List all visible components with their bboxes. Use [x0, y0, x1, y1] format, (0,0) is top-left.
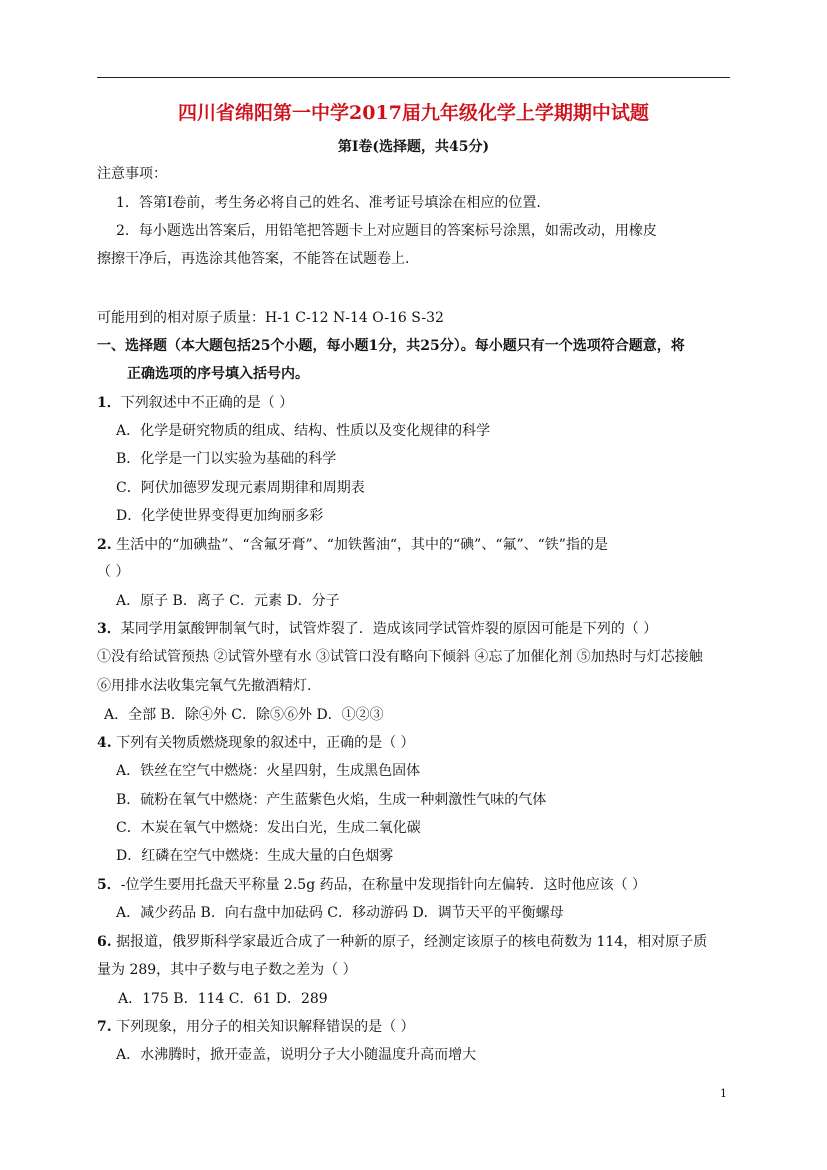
question-number: 2.: [97, 537, 112, 553]
question-3: [97, 620, 657, 638]
option-7a: A．水沸腾时，掀开壶盖，说明分子大小随温度升高而增大: [116, 1047, 477, 1063]
notice-item-2: 2．每小题选出答案后，用铅笔把答题卡上对应题目的答案标号涂黑，如需改动，用橡皮: [116, 223, 657, 239]
option-1a: A．化学是研究物质的组成、结构、性质以及变化规律的科学: [116, 423, 491, 439]
question-7: [97, 1018, 415, 1036]
question-stem: -位学生要用托盘天平称量 2.5g 药品，在称量中发现指针向左偏转．这时他应该（ ）: [120, 877, 647, 893]
notice-item-1: 1．答第I卷前，考生务必将自己的姓名、准考证号填涂在相应的位置.: [116, 195, 541, 211]
page-title: 四川省绵阳第一中学2017届九年级化学上学期期中试题: [178, 102, 649, 124]
question-5: [97, 876, 646, 894]
question-stem: 某同学用氯酸钾制氧气时，试管炸裂了．造成该同学试管炸裂的原因可能是下列的（ ）: [120, 621, 658, 637]
section-heading-cont: 正确选项的序号填入括号内。: [127, 366, 309, 382]
option-4d: D．红磷在空气中燃烧：生成大量的白色烟雾: [116, 848, 394, 864]
question-stem: 据报道，俄罗斯科学家最近合成了一种新的原子，经测定该原子的核电荷数为 114，相对原子质: [111, 934, 708, 950]
option-4b: B．硫粉在氧气中燃烧：产生蓝紫色火焰，生成一种刺激性气味的气体: [116, 792, 547, 808]
question-3-cont: ①没有给试管预热 ②试管外壁有水 ③试管口没有略向下倾斜 ④忘了加催化剂 ⑤加热时与灯芯接触: [97, 649, 703, 665]
question-6: [97, 933, 707, 951]
question-number: 1．: [97, 395, 121, 411]
question-2: [97, 536, 608, 554]
question-number: 4.: [97, 735, 112, 751]
option-1d: D．化学使世界变得更加绚丽多彩: [116, 508, 324, 524]
atomic-masses: 可能用到的相对原子质量：H-1 C-12 N-14 O-16 S-32: [97, 310, 444, 326]
question-number: 6.: [97, 934, 112, 950]
question-stem: 下列有关物质燃烧现象的叙述中，正确的是（ ）: [111, 735, 415, 751]
section-heading: 一、选择题（本大题包括25个小题，每小题1分，共25分）。每小题只有一个选项符合题意，将: [97, 338, 685, 354]
question-3-cont-2: ⑥用排水法收集完氧气先撤酒精灯.: [97, 678, 312, 694]
option-4a: A．铁丝在空气中燃烧：火星四射，生成黑色固体: [116, 763, 421, 779]
notice-item-2-cont: 擦擦干净后，再选涂其他答案，不能答在试题卷上.: [97, 251, 410, 267]
options-6: A．175 B．114 C．61 D．289: [118, 991, 328, 1007]
question-number: 3．: [97, 621, 121, 637]
option-4c: C．木炭在氧气中燃烧：发出白光，生成二氧化碳: [116, 820, 421, 836]
question-6-cont: 量为 289，其中子数与电子数之差为（ ）: [97, 962, 357, 978]
question-number: 5．: [97, 877, 121, 893]
option-1c: C．阿伏加德罗发现元素周期律和周期表: [116, 480, 365, 496]
options-5: A．减少药品 B．向右盘中加砝码 C．移动游码 D．调节天平的平衡螺母: [116, 905, 564, 921]
question-4: [97, 734, 415, 752]
section-subtitle: 第I卷(选择题，共45分): [337, 139, 490, 155]
question-2-cont: （ ）: [97, 564, 130, 580]
question-stem: 生活中的“加碘盐”、“含氟牙膏”、“加铁酱油“，其中的“碘”、“氟”、“铁”指的是: [111, 537, 608, 553]
question-stem: 下列现象，用分子的相关知识解释错误的是（ ）: [111, 1019, 415, 1035]
options-3: A．全部 B．除④外 C．除⑤⑥外 D．①②③: [104, 707, 384, 723]
question-number: 7.: [97, 1019, 112, 1035]
option-1b: B．化学是一门以实验为基础的科学: [116, 451, 337, 467]
question-stem: 下列叙述中不正确的是（ ）: [120, 395, 294, 411]
options-2: A．原子 B．离子 C．元素 D．分子: [116, 593, 340, 609]
page-number: 1: [720, 1087, 727, 1100]
question-1: [97, 394, 293, 412]
header-rule: [97, 77, 730, 78]
notice-heading: 注意事项：: [97, 166, 167, 182]
